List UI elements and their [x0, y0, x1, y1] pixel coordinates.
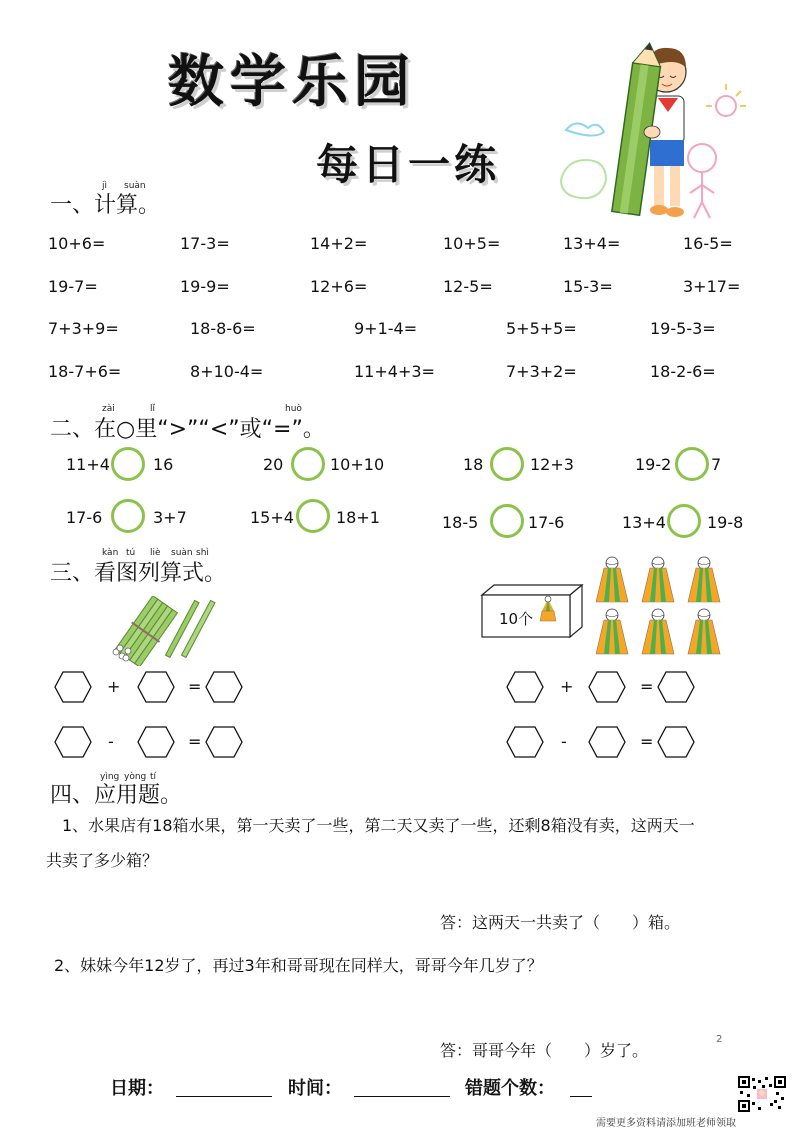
answer-circle[interactable]	[111, 499, 145, 533]
errors-label: 错题个数：	[465, 1078, 555, 1099]
answer-circle[interactable]	[490, 447, 524, 481]
answer-2: 答：哥哥今年（ ）岁了。	[440, 1041, 649, 1060]
word-problem-1-line1: 1、水果店有18箱水果，第一天卖了一些，第二天又卖了一些，还剩8箱没有卖，这两天一	[62, 816, 695, 835]
errors-blank[interactable]	[570, 1096, 592, 1097]
calc-item: 13+4=	[563, 234, 621, 253]
time-blank[interactable]	[354, 1096, 450, 1097]
compare-left: 18-5	[442, 513, 479, 532]
answer-circle[interactable]	[675, 447, 709, 481]
compare-left: 15+4	[250, 508, 294, 527]
page-number: 2	[716, 1034, 723, 1045]
compare-right: 3+7	[153, 508, 187, 527]
calc-item: 18-7+6=	[48, 362, 122, 381]
shuttlecocks-illustration	[596, 556, 726, 660]
pinyin-lie: liè	[150, 548, 161, 558]
answer-circle[interactable]	[667, 504, 701, 538]
word-problem-1-line2: 共卖了多少箱？	[46, 851, 159, 870]
section2-heading: 二、在○里“>”“<”或“=”。	[50, 417, 325, 442]
calc-item: 15-3=	[563, 277, 613, 296]
calc-item: 16-5=	[683, 234, 733, 253]
operator-equals: =	[640, 732, 654, 751]
calc-item: 11+4+3=	[354, 362, 435, 381]
qr-code-icon	[738, 1076, 786, 1112]
pinyin-suan: suàn	[124, 181, 146, 191]
answer-circle[interactable]	[490, 504, 524, 538]
answer-hexagon[interactable]	[506, 671, 544, 703]
answer-hexagon[interactable]	[54, 726, 92, 758]
answer-hexagon[interactable]	[657, 726, 695, 758]
pinyin-ying: yìng	[100, 772, 120, 782]
operator-equals: =	[188, 677, 202, 696]
pinyin-huo: huò	[285, 404, 302, 414]
calc-item: 12-5=	[443, 277, 493, 296]
time-label: 时间：	[288, 1078, 342, 1099]
section1-heading: 一、计算。	[50, 193, 161, 218]
compare-right: 18+1	[336, 508, 380, 527]
answer-hexagon[interactable]	[588, 671, 626, 703]
answer-hexagon[interactable]	[137, 726, 175, 758]
answer-hexagon[interactable]	[205, 671, 243, 703]
pinyin-li: lǐ	[150, 404, 156, 414]
compare-left: 13+4	[622, 513, 666, 532]
calc-item: 19-9=	[180, 277, 230, 296]
date-label: 日期：	[110, 1078, 164, 1099]
compare-left: 11+4	[66, 455, 110, 474]
operator-plus: +	[107, 677, 121, 696]
pinyin-shi: shì	[196, 548, 209, 558]
answer-hexagon[interactable]	[54, 671, 92, 703]
compare-left: 20	[263, 455, 284, 474]
calc-item: 19-7=	[48, 277, 98, 296]
pinyin-kan: kàn	[102, 548, 119, 558]
operator-minus: -	[561, 732, 567, 751]
section3-heading: 三、看图列算式。	[50, 561, 227, 586]
section4-heading: 四、应用题。	[50, 783, 183, 808]
calc-item: 12+6=	[310, 277, 368, 296]
pinyin-ti: tí	[150, 772, 157, 782]
operator-equals: =	[188, 732, 202, 751]
answer-hexagon[interactable]	[588, 726, 626, 758]
boy-with-pencil-illustration	[556, 40, 746, 230]
compare-right: 7	[711, 455, 722, 474]
sticks-bundle-illustration	[104, 596, 216, 666]
date-blank[interactable]	[176, 1096, 272, 1097]
pinyin-ji: jì	[102, 181, 108, 191]
compare-left: 17-6	[66, 508, 103, 527]
calc-item: 5+5+5=	[506, 319, 577, 338]
pinyin-tu: tú	[126, 548, 136, 558]
calc-item: 9+1-4=	[354, 319, 418, 338]
pinyin-suan: suàn	[171, 548, 193, 558]
compare-right: 19-8	[707, 513, 744, 532]
answer-circle[interactable]	[111, 447, 145, 481]
calc-item: 10+5=	[443, 234, 501, 253]
pinyin-zai: zài	[102, 404, 115, 414]
operator-equals: =	[640, 677, 654, 696]
answer-hexagon[interactable]	[205, 726, 243, 758]
compare-left: 19-2	[635, 455, 672, 474]
answer-hexagon[interactable]	[506, 726, 544, 758]
page-title: 数学乐园	[168, 50, 416, 115]
compare-right: 12+3	[530, 455, 574, 474]
operator-plus: +	[560, 677, 574, 696]
answer-1: 答：这两天一共卖了（ ）箱。	[440, 913, 681, 932]
footer-note: 需要更多资料请添加班老师领取	[596, 1118, 736, 1129]
compare-left: 18	[463, 455, 484, 474]
calc-item: 19-5-3=	[650, 319, 716, 338]
answer-hexagon[interactable]	[137, 671, 175, 703]
operator-minus: -	[108, 732, 114, 751]
compare-right: 16	[153, 455, 174, 474]
word-problem-2: 2、妹妹今年12岁了，再过3年和哥哥现在同样大，哥哥今年几岁了？	[54, 956, 543, 975]
calc-item: 7+3+9=	[48, 319, 119, 338]
compare-right: 17-6	[528, 513, 565, 532]
pinyin-yong: yòng	[124, 772, 147, 782]
answer-hexagon[interactable]	[657, 671, 695, 703]
calc-item: 18-8-6=	[190, 319, 256, 338]
calc-item: 10+6=	[48, 234, 106, 253]
compare-right: 10+10	[330, 455, 385, 474]
calc-item: 17-3=	[180, 234, 230, 253]
page-subtitle: 每日一练	[316, 140, 501, 189]
calc-item: 18-2-6=	[650, 362, 716, 381]
answer-circle[interactable]	[291, 447, 325, 481]
calc-item: 7+3+2=	[506, 362, 577, 381]
calc-item: 14+2=	[310, 234, 368, 253]
answer-circle[interactable]	[296, 499, 330, 533]
calc-item: 8+10-4=	[190, 362, 264, 381]
box-label: 10个	[499, 610, 534, 628]
calc-item: 3+17=	[683, 277, 741, 296]
